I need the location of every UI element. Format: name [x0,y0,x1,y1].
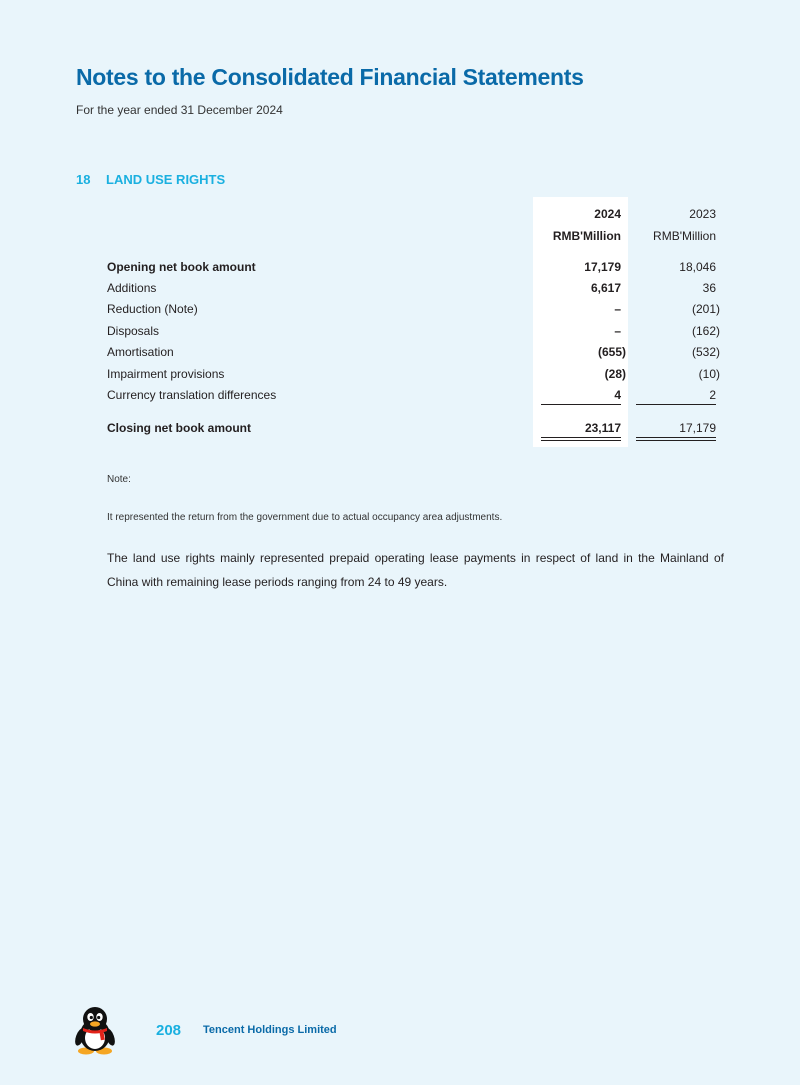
column-header-2023: 2023 [689,207,716,221]
row-label: Amortisation [107,345,174,359]
row-label: Currency translation differences [107,388,277,402]
total-rule-2024-bottom [541,440,621,441]
row-value-2023: 17,179 [679,421,716,435]
unit-header-2024: RMB'Million [552,229,621,243]
table-row [107,259,720,275]
section-title: LAND USE RIGHTS [106,172,226,187]
subtotal-rule-2024 [541,404,621,405]
total-rule-2024-top [541,437,621,438]
section-heading [76,172,225,187]
unit-header-2023: RMB'Million [653,229,716,243]
body-paragraph: The land use rights mainly represented prepaid operating lease payments in respect of land in the Mainland of China with remaining lease periods ranging from 24 to 49 years. [107,551,724,589]
row-value-2024: 17,179 [584,260,621,274]
row-value-2023: (201) [691,302,720,316]
section-number: 18 [76,172,91,187]
row-value-2024: (28) [604,367,626,381]
column-header-2024: 2024 [594,207,621,221]
row-value-2024: – [614,302,621,316]
row-label: Closing net book amount [107,421,251,435]
company-name: Tencent Holdings Limited [203,1024,337,1036]
table-row-closing [107,420,720,436]
row-value-2024: – [614,324,621,338]
row-value-2023: 2 [709,388,716,402]
table-row [107,301,720,317]
row-value-2023: (162) [691,324,720,338]
table-row [107,366,720,382]
row-value-2023: 18,046 [679,260,716,274]
row-label: Impairment provisions [107,367,225,381]
page-subtitle: For the year ended 31 December 2024 [76,103,283,117]
row-value-2024: (655) [597,345,626,359]
row-value-2023: (10) [698,367,720,381]
row-label: Disposals [107,324,160,338]
table-row [107,280,720,296]
total-rule-2023-bottom [636,440,716,441]
page-number: 208 [156,1022,182,1039]
row-label: Additions [107,281,157,295]
row-value-2023: 36 [702,281,716,295]
row-value-2024: 4 [614,388,621,402]
penguin-mascot-icon [74,1005,116,1055]
row-value-2024: 6,617 [590,281,621,295]
row-value-2024: 23,117 [584,421,621,435]
table-row [107,344,720,360]
page-title: Notes to the Consolidated Financial Statements [76,64,584,90]
note-label: Note: [107,474,131,485]
total-rule-2023-top [636,437,716,438]
subtotal-rule-2023 [636,404,716,405]
row-value-2023: (532) [691,345,720,359]
note-text: It represented the return from the government due to actual occupancy area adjustments. [107,512,503,523]
table-row [107,387,720,403]
row-label: Reduction (Note) [107,302,198,316]
row-label: Opening net book amount [107,260,256,274]
table-row [107,323,720,339]
